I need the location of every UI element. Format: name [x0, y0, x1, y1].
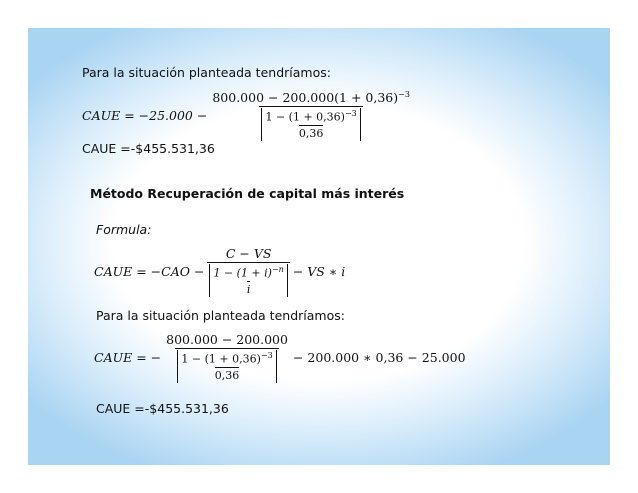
equation-2-fraction: [207, 246, 289, 297]
formula-label: Formula:: [96, 222, 152, 237]
equation-3-numerator: 800.000 − 200.000: [166, 332, 288, 347]
result-2: CAUE =-$455.531,36: [96, 401, 229, 416]
equation-1-bracket: [261, 108, 360, 141]
equation-1-lhs: CAUE = −25.000 −: [82, 107, 208, 123]
equation-1-bracket-denominator: 0,36: [298, 126, 324, 140]
equation-1-fraction: [210, 90, 412, 141]
equation-1-numerator-text: 800.000 − 200.000(1 + 0,36): [212, 90, 399, 106]
equation-1-denominator: [259, 106, 362, 141]
equation-2-bracket-numerator-text: 1 − (1 + i): [213, 266, 272, 280]
equation-3-lhs: CAUE = −: [94, 349, 162, 365]
equation-2-bracket-denominator: i: [246, 282, 251, 296]
equation-1: [82, 90, 415, 141]
equation-3: [94, 332, 466, 383]
equation-1-bracket-numerator-text: 1 − (1 + 0,36): [265, 110, 345, 124]
equation-2-bracket: [209, 264, 287, 297]
equation-2-rhs: − VS ∗ i: [292, 263, 346, 279]
equation-3-bracket: [177, 350, 276, 383]
equation-3-rhs: − 200.000 ∗ 0,36 − 25.000: [292, 349, 466, 365]
equation-3-bracket-exponent: −3: [260, 351, 273, 360]
equation-2-bracket-numerator: [213, 265, 283, 281]
slide: [28, 28, 610, 465]
equation-2-denominator: [207, 262, 289, 297]
equation-1-bracket-numerator: [265, 109, 356, 125]
equation-1-numerator: [210, 90, 412, 106]
equation-3-fraction: [164, 332, 290, 383]
equation-3-denominator: [175, 348, 278, 383]
equation-2-lhs: CAUE = −CAO −: [94, 263, 205, 279]
equation-3-bracket-denominator: 0,36: [214, 368, 240, 382]
equation-1-bracket-exponent: −3: [344, 109, 357, 119]
equation-3-bracket-numerator-text: 1 − (1 + 0,36): [181, 352, 261, 366]
result-1: CAUE =-$455.531,36: [82, 141, 215, 156]
equation-1-numerator-exponent: −3: [398, 90, 410, 99]
equation-2-numerator: C − VS: [225, 246, 272, 261]
equation-2: [94, 246, 345, 297]
equation-2-bracket-exponent: −n: [271, 265, 284, 274]
section-heading: Método Recuperación de capital más interés: [90, 186, 405, 201]
intro-text-2: Para la situación planteada tendríamos:: [96, 308, 345, 323]
intro-text-1: Para la situación planteada tendríamos:: [82, 65, 331, 80]
equation-3-bracket-numerator: [181, 351, 272, 367]
